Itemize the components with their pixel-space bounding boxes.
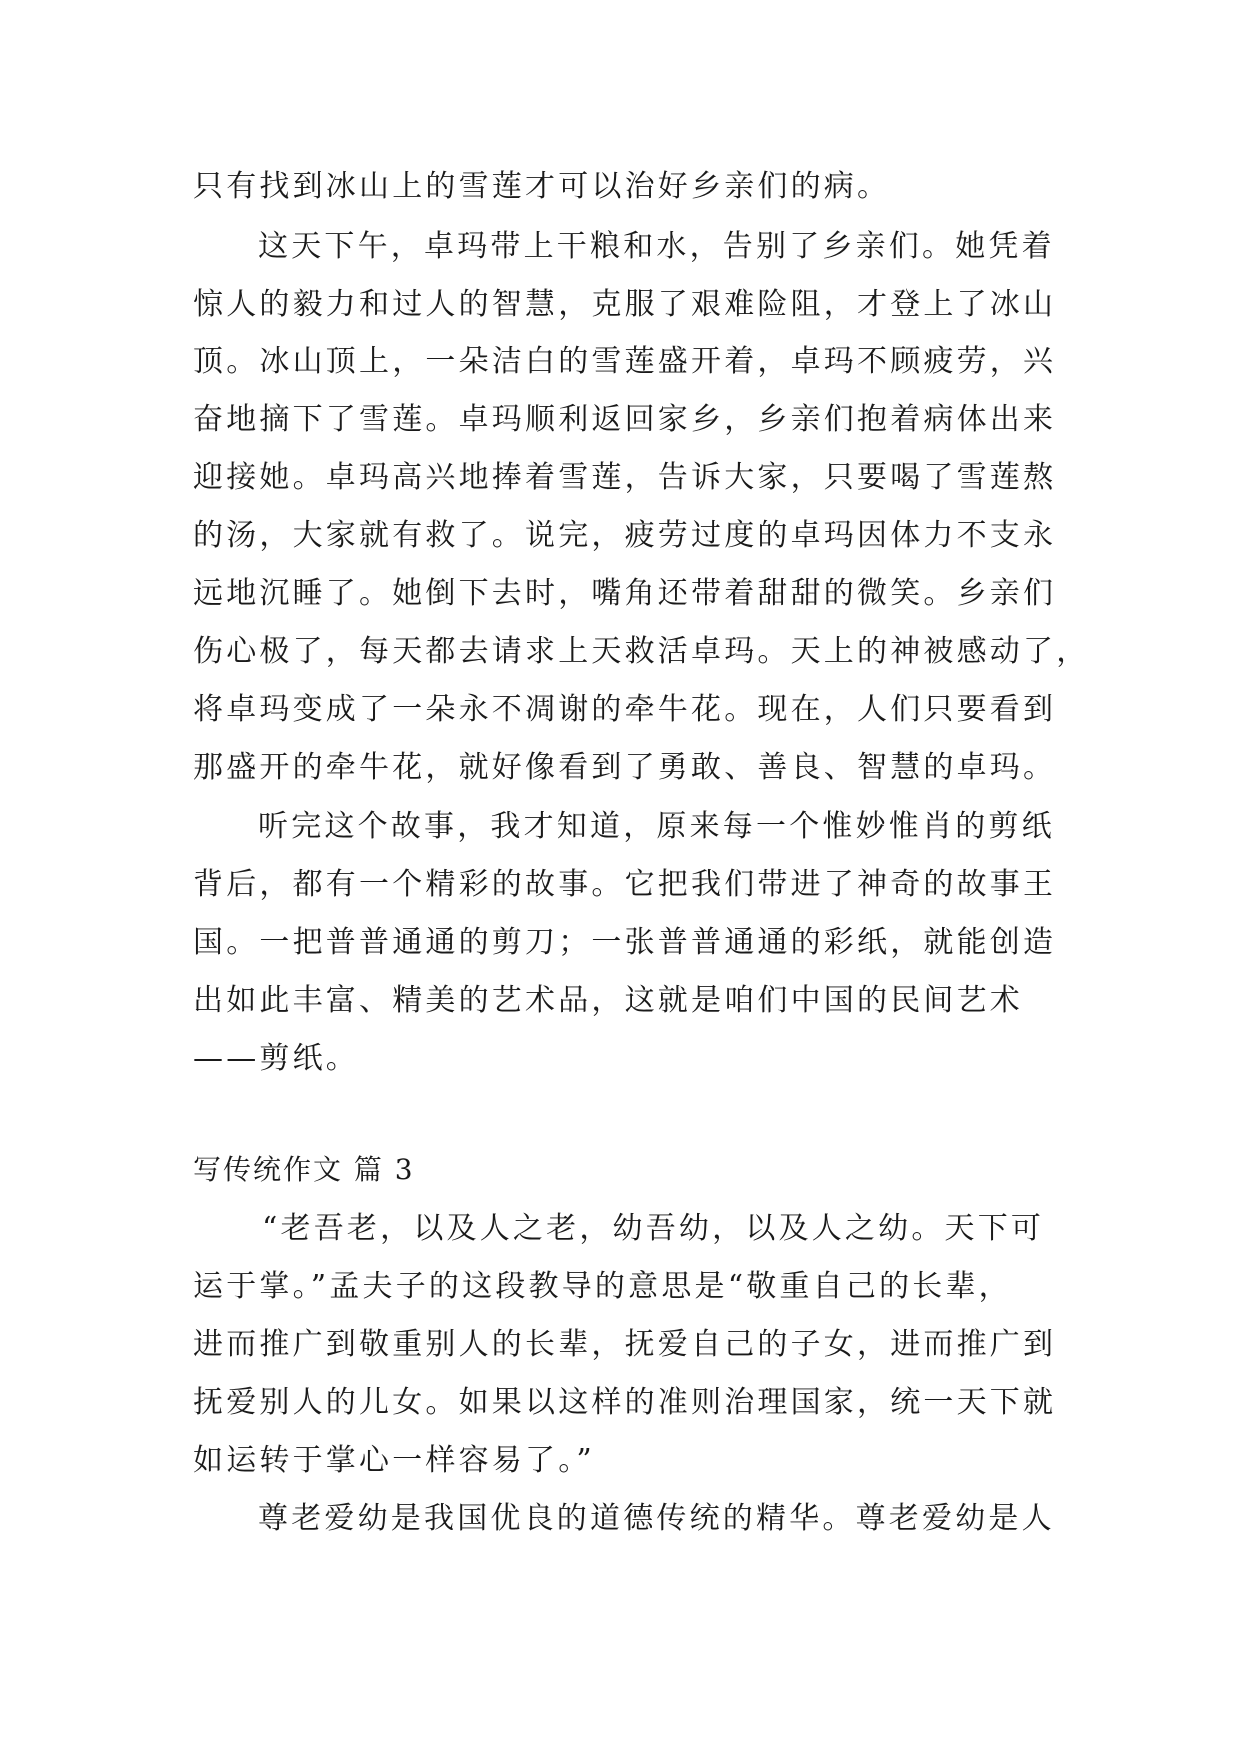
paragraph-line: 的汤，大家就有救了。说完，疲劳过度的卓玛因体力不支永 <box>193 518 1057 553</box>
paragraph-line: 运于掌。”孟夫子的这段教导的意思是“敬重自己的长辈， <box>193 1269 1012 1304</box>
paragraph-line: “老吾老，以及人之老，幼吾幼，以及人之幼。天下可 <box>262 1211 1045 1246</box>
paragraph-line: 尊老爱幼是我国优良的道德传统的精华。尊老爱幼是人 <box>258 1501 1055 1536</box>
paragraph-line: 如运转于掌心一样容易了。” <box>193 1443 595 1478</box>
paragraph-line: 出如此丰富、精美的艺术品，这就是咱们中国的民间艺术 <box>193 983 1023 1018</box>
paragraph-line: 远地沉睡了。她倒下去时，嘴角还带着甜甜的微笑。乡亲们 <box>193 576 1057 611</box>
paragraph-line: 背后，都有一个精彩的故事。它把我们带进了神奇的故事王 <box>193 867 1057 902</box>
paragraph-line: 顶。冰山顶上，一朵洁白的雪莲盛开着，卓玛不顾疲劳，兴 <box>193 344 1057 379</box>
paragraph-line: 迎接她。卓玛高兴地捧着雪莲，告诉大家，只要喝了雪莲熬 <box>193 460 1057 495</box>
paragraph-line: 奋地摘下了雪莲。卓玛顺利返回家乡，乡亲们抱着病体出来 <box>193 402 1057 437</box>
paragraph-line: 国。一把普普通通的剪刀；一张普普通通的彩纸，就能创造 <box>193 925 1057 960</box>
paragraph-line: ——剪纸。 <box>193 1041 359 1076</box>
paragraph-line: 那盛开的牵牛花，就好像看到了勇敢、善良、智慧的卓玛。 <box>193 750 1057 785</box>
paragraph-line: 惊人的毅力和过人的智慧，克服了艰难险阻，才登上了冰山 <box>193 287 1057 322</box>
section-title: 写传统作文 篇 3 <box>193 1153 415 1186</box>
paragraph-line: 只有找到冰山上的雪莲才可以治好乡亲们的病。 <box>193 169 891 204</box>
paragraph-line: 进而推广到敬重别人的长辈，抚爱自己的子女，进而推广到 <box>193 1327 1057 1362</box>
paragraph-line: 伤心极了，每天都去请求上天救活卓玛。天上的神被感动了， <box>193 634 1090 669</box>
paragraph-line: 这天下午，卓玛带上干粮和水，告别了乡亲们。她凭着 <box>258 229 1055 264</box>
paragraph-line: 抚爱别人的儿女。如果以这样的准则治理国家，统一天下就 <box>193 1385 1057 1420</box>
paragraph-line: 听完这个故事，我才知道，原来每一个惟妙惟肖的剪纸 <box>258 809 1055 844</box>
paragraph-line: 将卓玛变成了一朵永不凋谢的牵牛花。现在，人们只要看到 <box>193 692 1057 727</box>
